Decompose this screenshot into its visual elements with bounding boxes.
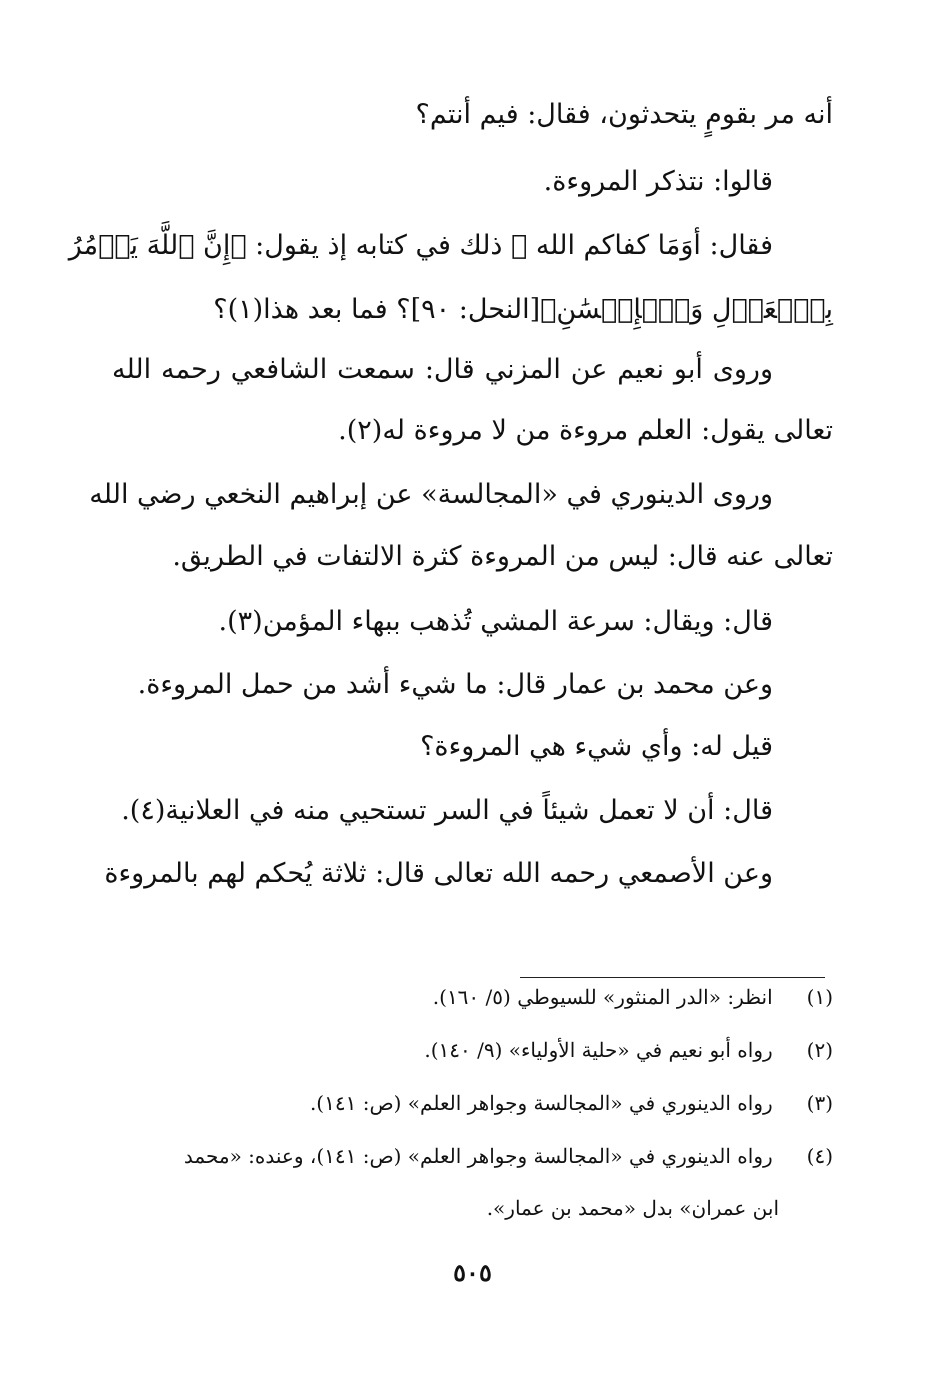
footnote-2 [112, 1035, 833, 1065]
body-line-6: تعالى يقول: العلم مروءة من لا مروءة له(٢). [338, 415, 833, 446]
body-line-3: فقال: أوَمَا كفاكم الله ﷻ ذلك في كتابه إذ يقول: ﴿إِنَّ ٱللَّهَ يَأۡمُرُ [68, 230, 773, 261]
footnote-4-continuation: ابن عمران» بدل «محمد بن عمار». [486, 1196, 779, 1220]
footnote-text: انظر: «الدر المنثور» للسيوطي (٥/ ١٦٠). [432, 985, 773, 1009]
page-number: ٥٠٥ [453, 1258, 492, 1287]
footnote-1 [112, 982, 833, 1012]
body-line-7: وروى الدينوري في «المجالسة» عن إبراهيم النخعي رضي الله [89, 479, 773, 510]
body-line-12: قال: أن لا تعمل شيئاً في السر تستحيي منه في العلانية(٤). [121, 795, 773, 826]
footnote-text: رواه أبو نعيم في «حلية الأولياء» (٩/ ١٤٠). [424, 1038, 773, 1062]
footnote-number: (٣) [806, 1091, 833, 1115]
body-line-13: وعن الأصمعي رحمه الله تعالى قال: ثلاثة يُحكم لهم بالمروءة [104, 858, 773, 889]
footnote-3 [112, 1088, 833, 1118]
body-line-2: قالوا: نتذكر المروءة. [543, 166, 773, 197]
footnote-text: رواه الدينوري في «المجالسة وجواهر العلم» (ص: ١٤١)، وعنده: «محمد [183, 1144, 773, 1168]
body-line-5: وروى أبو نعيم عن المزني قال: سمعت الشافعي رحمه الله [112, 354, 773, 385]
body-line-1: أنه مر بقومٍ يتحدثون، فقال: فيم أنتم؟ [415, 99, 833, 130]
body-line-10: وعن محمد بن عمار قال: ما شيء أشد من حمل المروءة. [137, 669, 773, 700]
footnote-separator [520, 977, 825, 978]
footnote-text: رواه الدينوري في «المجالسة وجواهر العلم» (ص: ١٤١). [309, 1091, 773, 1115]
footnote-number: (٤) [806, 1144, 833, 1168]
body-line-4: بِٱلۡعَدۡلِ وَٱلۡإِحۡسَٰنِ﴾[النحل: ٩٠]؟ فما بعد هذا(١)؟ [213, 294, 833, 325]
footnote-4 [112, 1141, 833, 1171]
body-line-11: قيل له: وأي شيء هي المروءة؟ [420, 731, 773, 762]
footnote-number: (٢) [806, 1038, 833, 1062]
footnote-number: (١) [806, 985, 833, 1009]
body-line-8: تعالى عنه قال: ليس من المروءة كثرة الالتفات في الطريق. [172, 541, 833, 572]
body-line-9: قال: ويقال: سرعة المشي تُذهب ببهاء المؤمن(٣). [218, 606, 773, 637]
